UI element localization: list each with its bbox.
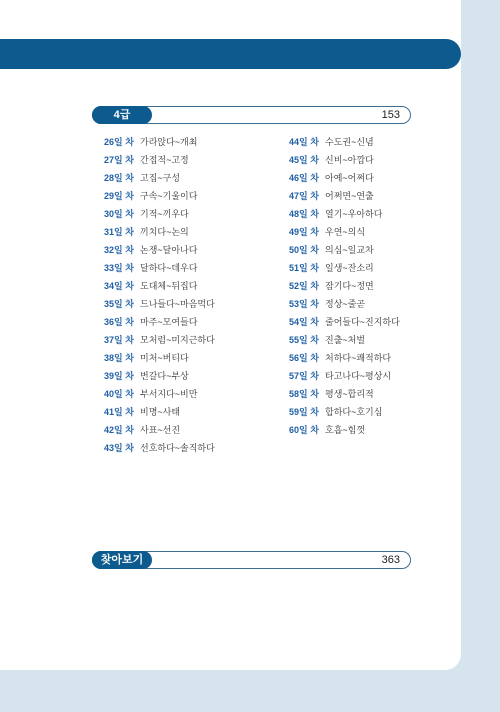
topic-range: 부서지다~비만 (140, 389, 198, 399)
toc-entry[interactable] (104, 277, 264, 295)
toc-entry[interactable] (289, 421, 449, 439)
section-page-number: 153 (381, 109, 400, 121)
toc-entry[interactable] (104, 133, 264, 151)
day-label: 30일 차 (104, 209, 134, 219)
toc-entry[interactable] (104, 187, 264, 205)
day-label: 45일 차 (289, 155, 319, 165)
day-label: 56일 차 (289, 353, 319, 363)
toc-entry[interactable] (104, 349, 264, 367)
toc-entry[interactable] (289, 241, 449, 259)
day-label: 54일 차 (289, 317, 319, 327)
topic-range: 어쩌면~연출 (325, 191, 374, 201)
toc-entry[interactable] (104, 151, 264, 169)
toc-entry[interactable] (104, 403, 264, 421)
topic-range: 미처~버티다 (140, 353, 189, 363)
day-label: 34일 차 (104, 281, 134, 291)
toc-entry[interactable] (289, 331, 449, 349)
topic-range: 줄어들다~진지하다 (325, 317, 400, 327)
day-label: 40일 차 (104, 389, 134, 399)
topic-range: 간접적~고정 (140, 155, 189, 165)
day-label: 50일 차 (289, 245, 319, 255)
toc-entry[interactable] (104, 385, 264, 403)
day-label: 55일 차 (289, 335, 319, 345)
toc-entry[interactable] (289, 367, 449, 385)
topic-range: 선호하다~솔직하다 (140, 443, 215, 453)
day-label: 58일 차 (289, 389, 319, 399)
day-label: 49일 차 (289, 227, 319, 237)
day-label: 44일 차 (289, 137, 319, 147)
day-label: 33일 차 (104, 263, 134, 273)
entries-right-column (289, 133, 449, 439)
day-label: 37일 차 (104, 335, 134, 345)
toc-entry[interactable] (104, 241, 264, 259)
topic-range: 기적~끼우다 (140, 209, 189, 219)
day-label: 29일 차 (104, 191, 134, 201)
toc-entry[interactable] (289, 223, 449, 241)
topic-range: 호흡~힘껏 (325, 425, 366, 435)
toc-entry[interactable] (289, 205, 449, 223)
topic-range: 논쟁~달아나다 (140, 245, 198, 255)
toc-entry[interactable] (289, 385, 449, 403)
day-label: 39일 차 (104, 371, 134, 381)
topic-range: 잠기다~정면 (325, 281, 374, 291)
header-band (0, 39, 461, 69)
day-label: 38일 차 (104, 353, 134, 363)
topic-range: 합하다~호기심 (325, 407, 383, 417)
entries-left-column (104, 133, 264, 457)
topic-range: 정상~줄곧 (325, 299, 366, 309)
day-label: 41일 차 (104, 407, 134, 417)
topic-range: 고집~구성 (140, 173, 181, 183)
topic-range: 우연~의식 (325, 227, 366, 237)
index-section-header[interactable] (92, 551, 411, 569)
topic-range: 의심~일교차 (325, 245, 374, 255)
day-label: 31일 차 (104, 227, 134, 237)
day-label: 35일 차 (104, 299, 134, 309)
section-title: 찾아보기 (92, 551, 152, 569)
topic-range: 신비~아깝다 (325, 155, 374, 165)
toc-entry[interactable] (289, 259, 449, 277)
topic-range: 도대체~뒤집다 (140, 281, 198, 291)
day-label: 46일 차 (289, 173, 319, 183)
topic-range: 열기~우아하다 (325, 209, 383, 219)
toc-entry[interactable] (104, 295, 264, 313)
topic-range: 번갈다~부상 (140, 371, 189, 381)
toc-entry[interactable] (289, 295, 449, 313)
topic-range: 가라앉다~개최 (140, 137, 198, 147)
day-label: 43일 차 (104, 443, 134, 453)
topic-range: 마주~모여들다 (140, 317, 198, 327)
toc-entry[interactable] (289, 133, 449, 151)
topic-range: 끼치다~논의 (140, 227, 189, 237)
topic-range: 아예~어쩌다 (325, 173, 374, 183)
day-label: 53일 차 (289, 299, 319, 309)
section-page-number: 363 (381, 554, 400, 566)
toc-entry[interactable] (104, 331, 264, 349)
topic-range: 처하다~쾌적하다 (325, 353, 392, 363)
day-label: 27일 차 (104, 155, 134, 165)
day-label: 51일 차 (289, 263, 319, 273)
toc-entry[interactable] (104, 169, 264, 187)
toc-entry[interactable] (104, 367, 264, 385)
toc-entry[interactable] (289, 187, 449, 205)
toc-entry[interactable] (104, 421, 264, 439)
toc-entry[interactable] (289, 403, 449, 421)
topic-range: 수도권~신념 (325, 137, 374, 147)
day-label: 57일 차 (289, 371, 319, 381)
topic-range: 일생~잔소리 (325, 263, 374, 273)
topic-range: 평생~합리적 (325, 389, 374, 399)
day-label: 47일 차 (289, 191, 319, 201)
topic-range: 진출~처벌 (325, 335, 366, 345)
day-label: 32일 차 (104, 245, 134, 255)
toc-entry[interactable] (289, 349, 449, 367)
topic-range: 드나들다~마음먹다 (140, 299, 215, 309)
section-title: 4급 (92, 106, 152, 124)
toc-entry[interactable] (104, 259, 264, 277)
topic-range: 달하다~데우다 (140, 263, 198, 273)
topic-range: 구속~기울이다 (140, 191, 198, 201)
topic-range: 사표~선진 (140, 425, 181, 435)
day-label: 42일 차 (104, 425, 134, 435)
toc-entry[interactable] (289, 313, 449, 331)
toc-entry[interactable] (104, 205, 264, 223)
toc-entry[interactable] (289, 277, 449, 295)
day-label: 28일 차 (104, 173, 134, 183)
topic-range: 타고나다~평상시 (325, 371, 392, 381)
day-label: 52일 차 (289, 281, 319, 291)
day-label: 48일 차 (289, 209, 319, 219)
topic-range: 비명~사태 (140, 407, 181, 417)
day-label: 36일 차 (104, 317, 134, 327)
topic-range: 모처럼~미지근하다 (140, 335, 215, 345)
day-label: 60일 차 (289, 425, 319, 435)
level-4-section-header[interactable] (92, 106, 411, 124)
toc-entry[interactable] (104, 439, 264, 457)
day-label: 26일 차 (104, 137, 134, 147)
toc-entry[interactable] (289, 151, 449, 169)
day-label: 59일 차 (289, 407, 319, 417)
toc-entry[interactable] (104, 313, 264, 331)
toc-entry[interactable] (104, 223, 264, 241)
toc-entry[interactable] (289, 169, 449, 187)
